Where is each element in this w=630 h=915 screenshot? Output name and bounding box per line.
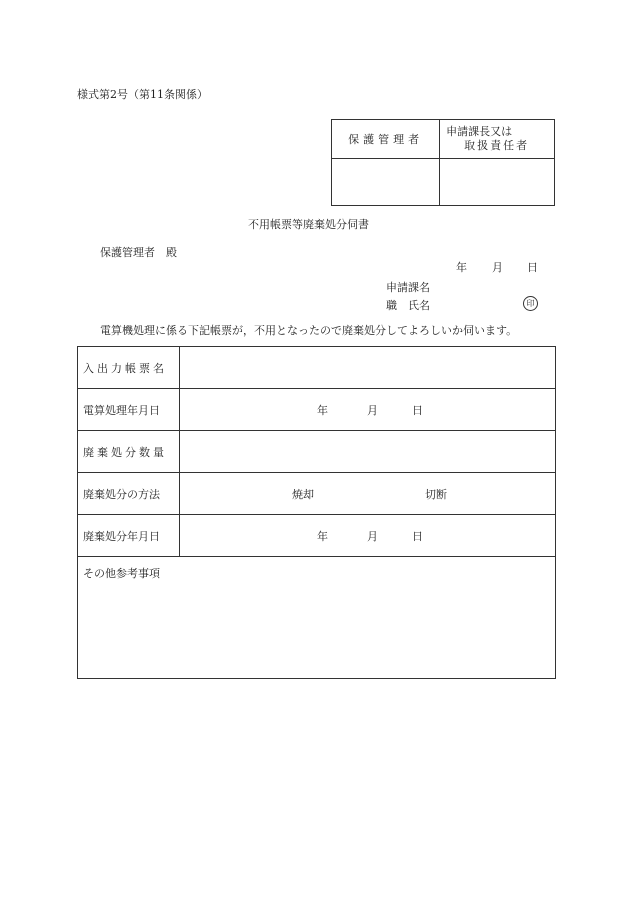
addressee: 保護管理者 殿 — [100, 246, 177, 259]
table-row — [78, 557, 556, 679]
method-shred[interactable]: 切断 — [425, 487, 447, 501]
approval-stamp-manager[interactable] — [332, 159, 440, 206]
notes-label: その他参考事項 — [83, 567, 160, 580]
table-row — [78, 389, 556, 431]
method-incinerate[interactable]: 焼却 — [292, 487, 314, 501]
document-title: 不用帳票等廃棄処分伺書 — [248, 218, 369, 231]
approval-header-section-chief — [440, 120, 555, 159]
table-row — [78, 431, 556, 473]
field-quantity[interactable] — [180, 431, 556, 473]
row-label-processing-date: 電算処理年月日 — [78, 389, 180, 431]
seal-icon — [523, 296, 538, 311]
applicant-name-label: 職 氏名 — [386, 299, 430, 312]
date-day-label: 日 — [527, 261, 538, 274]
table-row — [78, 347, 556, 389]
table-row — [78, 515, 556, 557]
row-label-method: 廃棄処分の方法 — [78, 473, 180, 515]
field-disposal-date[interactable] — [180, 515, 556, 557]
approval-header-manager: 保護管理者 — [332, 120, 440, 159]
processing-month-label: 月 — [367, 403, 378, 417]
approval-header-line1: 申請課長又は — [446, 125, 513, 138]
date-year-label: 年 — [456, 261, 467, 274]
field-form-name[interactable] — [180, 347, 556, 389]
approval-header-line2: 取扱責任者 — [464, 139, 530, 152]
field-notes[interactable] — [78, 557, 556, 679]
row-label-form-name: 入出力帳票名 — [78, 347, 180, 389]
processing-day-label: 日 — [412, 403, 423, 417]
date-month-label: 月 — [492, 261, 503, 274]
row-label-disposal-date: 廃棄処分年月日 — [78, 515, 180, 557]
table-row — [78, 473, 556, 515]
approval-stamp-section-chief[interactable] — [440, 159, 555, 206]
disposal-table — [77, 346, 556, 679]
disposal-day-label: 日 — [412, 529, 423, 543]
field-processing-date[interactable] — [180, 389, 556, 431]
body-text: 電算機処理に係る下記帳票が，不用となったので廃棄処分してよろしいか伺います。 — [100, 324, 518, 337]
disposal-year-label: 年 — [317, 529, 328, 543]
seal-mark: 印 — [523, 296, 538, 311]
form-number: 様式第2号（第11条関係） — [77, 88, 208, 101]
field-method[interactable] — [180, 473, 556, 515]
disposal-month-label: 月 — [367, 529, 378, 543]
applicant-dept-label: 申請課名 — [386, 281, 430, 294]
row-label-quantity: 廃棄処分数量 — [78, 431, 180, 473]
processing-year-label: 年 — [317, 403, 328, 417]
approval-box — [331, 119, 555, 206]
